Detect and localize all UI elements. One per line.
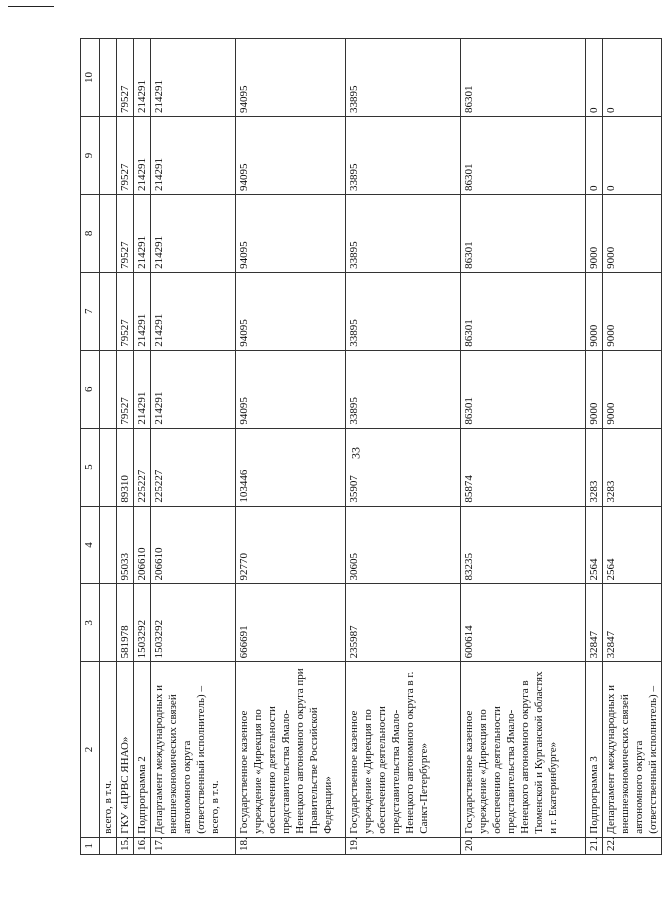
value-cell: 94095 <box>236 350 346 428</box>
row-name-cell: Департамент международных и внешнеэкономических связей автономного округа (ответственный исполнитель) – <box>603 662 662 837</box>
header-cell: 5 <box>81 428 100 506</box>
value-cell: 33895 <box>346 194 461 272</box>
value-cell <box>100 428 117 506</box>
value-cell: 86301 <box>461 272 586 350</box>
value-cell: 79527 <box>117 194 134 272</box>
top-rule <box>8 6 54 7</box>
table-row <box>117 39 134 855</box>
value-cell: 94095 <box>236 272 346 350</box>
value-cell: 79527 <box>117 39 134 117</box>
table-row <box>151 39 236 855</box>
row-name-cell: Департамент международных и внешнеэкономических связей автономного округа (ответственный исполнитель) – всего, в т.ч. <box>151 662 236 837</box>
value-cell: 214291 <box>134 117 151 195</box>
header-cell: 4 <box>81 506 100 584</box>
value-cell: 94095 <box>236 39 346 117</box>
budget-table <box>80 38 662 855</box>
value-cell: 86301 <box>461 39 586 117</box>
value-cell: 206610 <box>134 506 151 584</box>
budget-table-wrapper <box>80 38 659 855</box>
value-cell: 235987 <box>346 584 461 662</box>
value-cell: 94095 <box>236 194 346 272</box>
value-cell: 86301 <box>461 194 586 272</box>
value-cell: 79527 <box>117 272 134 350</box>
value-cell: 214291 <box>134 272 151 350</box>
header-cell: 10 <box>81 39 100 117</box>
value-cell: 225227 <box>134 428 151 506</box>
value-cell: 33895 <box>346 272 461 350</box>
row-number-cell: 18. <box>236 837 346 854</box>
value-cell: 86301 <box>461 117 586 195</box>
value-cell <box>100 117 117 195</box>
value-cell: 600614 <box>461 584 586 662</box>
value-cell: 92770 <box>236 506 346 584</box>
value-cell: 581978 <box>117 584 134 662</box>
header-cell: 3 <box>81 584 100 662</box>
row-number-cell: 19. <box>346 837 461 854</box>
table-row <box>236 39 346 855</box>
value-cell: 85874 <box>461 428 586 506</box>
table-row <box>603 39 662 855</box>
value-cell: 9000 <box>586 350 603 428</box>
value-cell: 214291 <box>151 39 236 117</box>
value-cell: 9000 <box>603 194 662 272</box>
value-cell: 206610 <box>151 506 236 584</box>
value-cell: 666691 <box>236 584 346 662</box>
row-number-cell <box>100 837 117 854</box>
row-number-cell: 17. <box>151 837 236 854</box>
value-cell: 0 <box>603 117 662 195</box>
value-cell: 2564 <box>586 506 603 584</box>
row-number-cell: 21. <box>586 837 603 854</box>
value-cell: 0 <box>603 39 662 117</box>
row-number-cell: 16. <box>134 837 151 854</box>
value-cell <box>100 350 117 428</box>
value-cell: 214291 <box>134 194 151 272</box>
value-cell: 0 <box>586 39 603 117</box>
value-cell <box>100 506 117 584</box>
table-row <box>134 39 151 855</box>
value-cell: 3283 <box>603 428 662 506</box>
row-number-cell: 15. <box>117 837 134 854</box>
header-cell: 7 <box>81 272 100 350</box>
table-row <box>346 39 461 855</box>
row-name-cell: всего, в т.ч. <box>100 662 117 837</box>
header-cell: 1 <box>81 837 100 854</box>
value-cell: 33895 <box>346 350 461 428</box>
value-cell: 9000 <box>603 350 662 428</box>
value-cell: 1503292 <box>134 584 151 662</box>
value-cell: 214291 <box>151 194 236 272</box>
value-cell <box>100 39 117 117</box>
row-name-cell: Государственное казенное учреждение «Дирекция по обеспечению деятельности представительства Ямало-Ненецкого автономного округа при Правительстве Российской Федерации» <box>236 662 346 837</box>
value-cell: 0 <box>586 117 603 195</box>
value-cell: 79527 <box>117 350 134 428</box>
value-cell: 33895 <box>346 117 461 195</box>
page-number: 33 <box>348 447 363 459</box>
row-number-cell: 20. <box>461 837 586 854</box>
value-cell: 1503292 <box>151 584 236 662</box>
value-cell: 35907 <box>346 428 461 506</box>
row-name-cell: Государственное казенное учреждение «Дирекция по обеспечению деятельности представительства Ямало-Ненецкого автономного округа в г. Санкт-Петербурге» <box>346 662 461 837</box>
value-cell: 214291 <box>151 117 236 195</box>
value-cell <box>100 272 117 350</box>
header-cell: 6 <box>81 350 100 428</box>
value-cell: 95033 <box>117 506 134 584</box>
header-cell: 8 <box>81 194 100 272</box>
row-number-cell: 22. <box>603 837 662 854</box>
value-cell <box>100 194 117 272</box>
row-name-cell: Государственное казенное учреждение «Дирекция по обеспечению деятельности представительства Ямало-Ненецкого автономного округа в Тюменской и Курганской областях и г. Екатеринбурге» <box>461 662 586 837</box>
row-name-cell: Подпрограмма 3 <box>586 662 603 837</box>
value-cell <box>100 584 117 662</box>
table-row <box>586 39 603 855</box>
value-cell: 214291 <box>151 272 236 350</box>
value-cell: 94095 <box>236 117 346 195</box>
table-body <box>81 39 662 855</box>
value-cell: 9000 <box>586 194 603 272</box>
value-cell: 9000 <box>603 272 662 350</box>
value-cell: 30605 <box>346 506 461 584</box>
value-cell: 89310 <box>117 428 134 506</box>
value-cell: 86301 <box>461 350 586 428</box>
value-cell: 214291 <box>134 39 151 117</box>
value-cell: 3283 <box>586 428 603 506</box>
row-name-cell: Подпрограмма 2 <box>134 662 151 837</box>
value-cell: 32847 <box>586 584 603 662</box>
header-cell: 2 <box>81 662 100 837</box>
value-cell: 214291 <box>151 350 236 428</box>
value-cell: 214291 <box>134 350 151 428</box>
value-cell: 2564 <box>603 506 662 584</box>
value-cell: 79527 <box>117 117 134 195</box>
value-cell: 225227 <box>151 428 236 506</box>
value-cell: 32847 <box>603 584 662 662</box>
header-cell: 9 <box>81 117 100 195</box>
table-row <box>461 39 586 855</box>
value-cell: 33895 <box>346 39 461 117</box>
table-row <box>100 39 117 855</box>
value-cell: 9000 <box>586 272 603 350</box>
value-cell: 83235 <box>461 506 586 584</box>
header-row <box>81 39 100 855</box>
rotated-table-container <box>80 38 659 855</box>
row-name-cell: ГКУ «ЦРВС ЯНАО» <box>117 662 134 837</box>
value-cell: 103446 <box>236 428 346 506</box>
